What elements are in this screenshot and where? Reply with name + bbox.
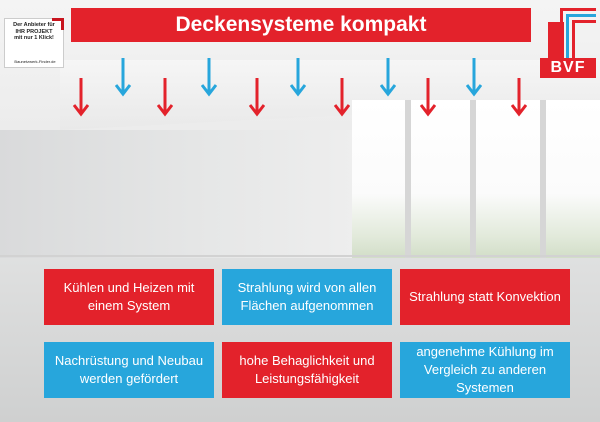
floor-edge [0,255,600,257]
info-box-foerderung [44,342,214,398]
logo-line3: mit nur 1 Klick! [14,35,54,41]
logo-line2: IHR PROJEKT [15,28,53,35]
info-box-text: angenehme Kühlung im Vergleich zu anderen Systemen [416,344,554,395]
info-box-kuehlen-heizen [44,269,214,325]
window-mullion [540,100,546,270]
bvf-square-inner [572,20,596,58]
red-arrow-down-icon [334,78,350,118]
bvf-text: BVF [540,58,596,78]
page-title: Deckensysteme kompakt [71,8,531,42]
finder-logo[interactable] [4,18,64,68]
info-box-kuehlung-vergleich [400,342,570,398]
info-box-text: Strahlung statt Konvektion [409,289,561,304]
window-mullion [470,100,476,270]
logo-corner-mark [52,18,64,30]
info-box-strahlung-konvektion [400,269,570,325]
red-arrow-down-icon [157,78,173,118]
window-mullion [405,100,411,270]
window-front [352,100,600,270]
info-box-strahlung-flaechen [222,269,392,325]
blue-arrow-down-icon [290,58,306,98]
bvf-logo[interactable] [540,8,596,78]
red-arrow-down-icon [511,78,527,118]
info-box-text: Nachrüstung und Neubau werden gefördert [54,353,204,386]
red-arrow-down-icon [73,78,89,118]
info-box-behaglichkeit [222,342,392,398]
logo-url: Baunetzwerk-Finder.de [14,58,56,64]
logo-line1: Der Anbieter für [13,22,55,28]
blue-arrow-down-icon [201,58,217,98]
info-box-text: hohe Behaglichkeit und Leistungsfähigkeit [239,353,375,386]
blue-arrow-down-icon [466,58,482,98]
red-arrow-down-icon [420,78,436,118]
info-box-text: Strahlung wird von allen Flächen aufgenommen [237,280,377,313]
bvf-block [548,22,564,58]
blue-arrow-down-icon [115,58,131,98]
red-arrow-down-icon [249,78,265,118]
blue-arrow-down-icon [380,58,396,98]
info-box-text: Kühlen und Heizen mit einem System [63,280,195,313]
